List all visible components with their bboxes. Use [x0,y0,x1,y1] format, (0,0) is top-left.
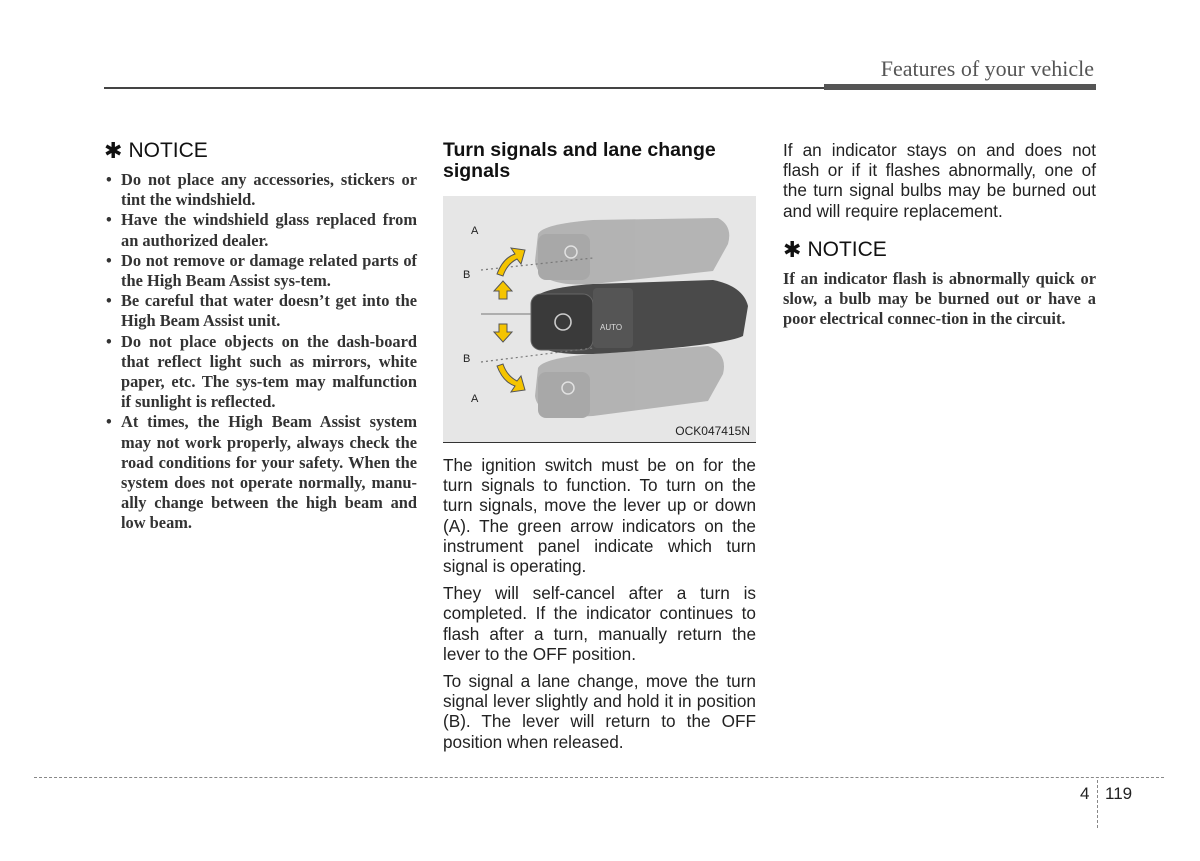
arrow-up-icon [494,281,512,299]
bullet-icon: • [106,412,112,432]
body-paragraph: To signal a lane change, move the turn signal lever slightly and hold it in position (B). The lever will return to the OFF position when released. [443,671,756,752]
left-column [104,138,417,534]
notice-heading-label: NOTICE [128,139,208,162]
list-item [104,332,417,413]
list-item [104,251,417,291]
list-item [104,170,417,210]
notice-list [104,170,417,534]
page-number: 119 [1105,784,1133,803]
notice-heading [783,237,1096,263]
notice-heading-label: NOTICE [807,237,887,261]
arrow-down-icon [494,324,512,342]
list-item-text: Do not remove or damage related parts of the High Beam Assist sys-tem. [121,250,417,291]
notice-star-icon: ✱ [783,236,802,262]
indicator-paragraph: If an indicator stays on and does not flash or if it flashes abnormally, one of the turn signal bulbs may be burned out and will require replacement. [783,140,1096,221]
bullet-icon: • [106,331,112,351]
footer-divider [1097,780,1098,828]
list-item-text: At times, the High Beam Assist system may not work properly, always check the road conditions for your safety. When the system does not operate normally, manu-ally change between the high beam and low beam. [121,412,417,533]
auto-label: AUTO [600,323,623,332]
notice-text: If an indicator flash is abnormally quick or slow, a bulb may be burned out or have a poor electrical connec-tion in the circuit. [783,268,1096,329]
list-item [104,210,417,250]
label-a-bottom: A [471,393,479,405]
notice-heading [104,138,417,164]
chapter-number: 4 [1080,784,1090,803]
middle-column [443,140,756,759]
section-title: Turn signals and lane change signals [443,139,716,182]
arrow-down-curved-icon [497,364,525,392]
list-item-text: Do not place any accessories, stickers or tint the windshield. [121,170,417,210]
turn-signal-figure [443,196,756,442]
right-column [783,140,1096,329]
list-item [104,412,417,533]
figure-rule [443,442,756,443]
arrow-up-curved-icon [497,248,525,276]
header-rule-accent [824,84,1096,90]
label-b-top: B [463,269,471,281]
header-title: Features of your vehicle [880,56,1094,81]
bullet-icon: • [106,210,112,230]
body-paragraph: They will self-cancel after a turn is completed. If the indicator continues to flash after a turn, manually return the lever to the OFF position. [443,583,756,664]
lever-main [531,280,748,354]
notice-star-icon: ✱ [104,138,123,163]
label-a-top: A [471,225,479,237]
turn-signal-lever-illustration [443,196,756,442]
footer-rule [34,777,1164,778]
label-b-bottom: B [463,353,471,365]
list-item [104,291,417,331]
list-item-text: Be careful that water doesn’t get into the High Beam Assist unit. [121,291,417,331]
list-item-text: Do not place objects on the dash-board that reflect light such as mirrors, white paper, etc. The sys-tem may malfunction if sunlight is reflected. [121,331,417,412]
bullet-icon: • [106,250,112,270]
body-paragraph: The ignition switch must be on for the turn signals to function. To turn on the turn signals, move the lever up or down (A). The green arrow indicators on the instrument panel indicate which turn signal is operating. [443,455,756,577]
figure-code: OCK047415N [675,424,750,438]
lever-up-ghost [535,218,729,285]
lever-down-ghost [535,346,724,418]
list-item-text: Have the windshield glass replaced from an authorized dealer. [121,210,417,250]
bullet-icon: • [106,291,112,311]
bullet-icon: • [106,170,112,189]
